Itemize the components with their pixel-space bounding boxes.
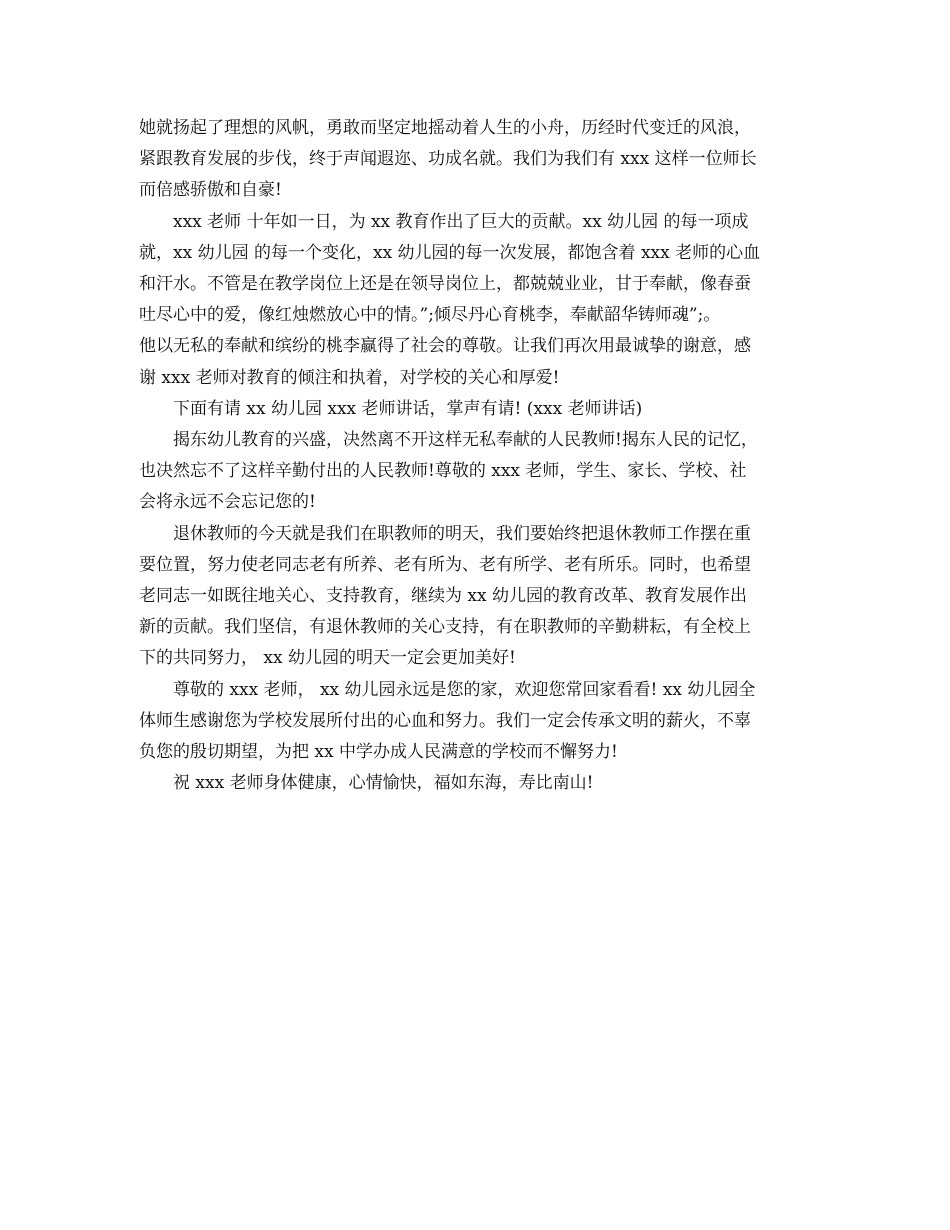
text-line: xxx 老师 十年如一日，为 xx 教育作出了巨大的贡献。xx 幼儿园 的每一项成 [173, 211, 749, 232]
text-line: 下面有请 xx 幼儿园 xxx 老师讲话，掌声有请! (xxx 老师讲话) [173, 398, 643, 419]
text-line: 就，xx 幼儿园 的每一个变化，xx 幼儿园的每一次发展，都饱含着 xxx 老师的心血 [139, 242, 761, 263]
paragraph-1 [139, 113, 829, 207]
paragraph-2 [139, 207, 829, 394]
text-line: 下的共同努力， xx 幼儿园的明天一定会更加美好! [139, 648, 516, 669]
text-line: 尊敬的 xxx 老师， xx 幼儿园永远是您的家，欢迎您常回家看看! xx 幼儿园全 [173, 679, 756, 700]
paragraph-7 [139, 768, 829, 799]
text-line: 也决然忘不了这样辛勤付出的人民教师!尊敬的 xxx 老师，学生、家长、学校、社 [139, 461, 747, 482]
paragraph-4 [139, 425, 829, 519]
text-line: 祝 xxx 老师身体健康，心情愉快，福如东海，寿比南山! [173, 773, 594, 794]
text-line: 体师生感谢您为学校发展所付出的心血和努力。我们一定会传承文明的薪火，不辜 [139, 710, 751, 731]
text-line: 他以无私的奉献和缤纷的桃李赢得了社会的尊敬。让我们再次用最诚挚的谢意，感 [139, 336, 751, 357]
text-line: 会将永远不会忘记您的! [139, 492, 316, 513]
text-line: 新的贡献。我们坚信，有退休教师的关心支持，有在职教师的辛勤耕耘，有全校上 [139, 617, 751, 638]
text-line: 而倍感骄傲和自豪! [139, 180, 282, 201]
text-line: 揭东幼儿教育的兴盛，决然离不开这样无私奉献的人民教师!揭东人民的记忆， [173, 430, 758, 451]
text-line: 她就扬起了理想的风帆，勇敢而坚定地摇动着人生的小舟，历经时代变迁的风浪， [139, 118, 751, 138]
text-line: 吐尽心中的爱，像红烛燃放心中的情。”;倾尽丹心育桃李，奉献韶华铸师魂”;。 [139, 305, 721, 326]
text-line: 要位置，努力使老同志老有所养、老有所为、老有所学、老有所乐。同时，也希望 [139, 554, 751, 575]
text-line: 谢 xxx 老师对教育的倾注和执着，对学校的关心和厚爱! [139, 367, 560, 388]
document-body [139, 113, 829, 799]
paragraph-3 [139, 394, 829, 425]
text-line: 负您的殷切期望，为把 xx 中学办成人民满意的学校而不懈努力! [139, 742, 618, 763]
text-line: 和汗水。不管是在教学岗位上还是在领导岗位上，都兢兢业业，甘于奉献，像春蚕 [139, 274, 751, 295]
paragraph-5 [139, 519, 829, 675]
text-line: 老同志一如既往地关心、支持教育，继续为 xx 幼儿园的教育改革、教育发展作出 [139, 586, 747, 607]
paragraph-6 [139, 675, 829, 769]
text-line: 紧跟教育发展的步伐，终于声闻遐迩、功成名就。我们为我们有 xxx 这样一位师长 [139, 149, 757, 170]
text-line: 退休教师的今天就是我们在职教师的明天，我们要始终把退休教师工作摆在重 [173, 523, 751, 544]
